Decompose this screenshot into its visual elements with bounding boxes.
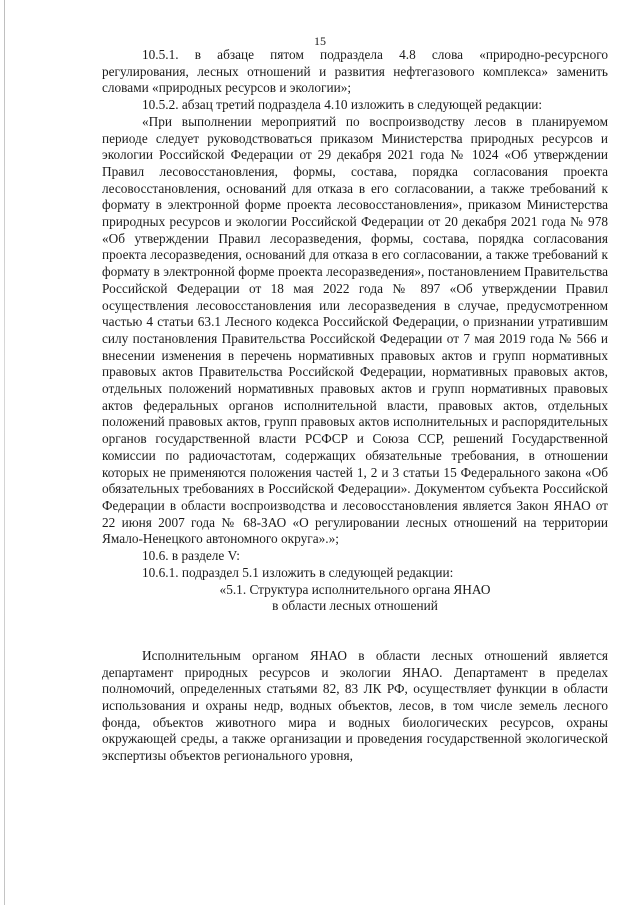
- paragraph-10-5-1: 10.5.1. в абзаце пятом подраздела 4.8 слова «природно-ресурсного регулирования, лесных отношений и развития нефтегазового комплекса» заменить словами «природных ресурсов и экологии»;: [102, 47, 608, 96]
- section-heading: [102, 582, 608, 615]
- paragraph-10-5-2: 10.5.2. абзац третий подраздела 4.10 изложить в следующей редакции:: [142, 97, 543, 113]
- paragraph-spacer: [102, 615, 608, 648]
- paragraph-10-6: 10.6. в разделе V:: [142, 548, 240, 564]
- paragraph-quoted-amendment: «При выполнении мероприятий по воспроизводству лесов в планируемом периоде следует руководствоваться приказом Министерства природных ресурсов и экологии Российской Федерации от 29 декабря 2021 года № 1024 «Об утверждении Правил лесовосстановления, формы, состава, порядка согласования проекта лесовосстановления, оснований для отказа в его согласовании, а также требований к формату в электронной форме проекта лесовосстановления», приказом Министерства природных ресурсов и экологии Российской Федерации от 20 декабря 2021 года № 978 «Об утверждении Правил лесоразведения, формы, состава, порядка согласования проекта лесоразведения, оснований для отказа в его согласовании, а также требований к формату в электронной форме проекта лесоразведения», постановлением Правительства Российской Федерации от 18 мая 2022 года № 897 «Об утверждении Правил осуществления лесовосстановления или лесоразведения в случае, предусмотренном частью 4 статьи 63.1 Лесного кодекса Российской Федерации, о признании утратившим силу постановления Правительства Российской Федерации от 7 мая 2019 года № 566 и внесении изменения в перечень нормативных правовых актов и групп нормативных правовых актов Правительства Российской Федерации, нормативных правовых актов, отдельных положений нормативных правовых актов и групп нормативных правовых актов федеральных органов исполнительной власти, правовых актов, отдельных положений правовых актов, групп правовых актов исполнительных и распорядительных органов государственной власти РСФСР и Союза ССР, решений Государственной комиссии по радиочастотам, содержащих обязательные требования, в отношении которых не применяются положения частей 1, 2 и 3 статьи 15 Федерального закона «Об обязательных требованиях в Российской Федерации». Документом субъекта Российской Федерации в области воспроизводства и лесовосстановления является Закон ЯНАО от 22 июня 2007 года № 68-ЗАО «О регулировании лесных отношений на территории Ямало-Ненецкого автономного округа».»;: [102, 113, 608, 547]
- scan-edge-line: [4, 0, 5, 905]
- section-heading-line-2: в области лесных отношений: [272, 598, 438, 614]
- paragraph-executive-body: Исполнительным органом ЯНАО в области лесных отношений является департамент природных ресурсов и экологии ЯНАО. Департамент в пределах полномочий, определенных статьями 82, 83 ЛК РФ, осуществляет функции в области использования и охраны недр, водных объектов, лесов, в том числе земель лесного фонда, объектов животного мира и водных биологических ресурсов, охраны окружающей среды, а также организации и проведения государственной экологической экспертизы объектов регионального уровня,: [102, 647, 608, 764]
- section-heading-line-1: «5.1. Структура исполнительного органа ЯНАО: [219, 581, 491, 597]
- paragraph-10-6-1: 10.6.1. подраздел 5.1 изложить в следующей редакции:: [142, 564, 454, 580]
- document-body: [102, 47, 608, 765]
- page-number: 15: [314, 34, 326, 48]
